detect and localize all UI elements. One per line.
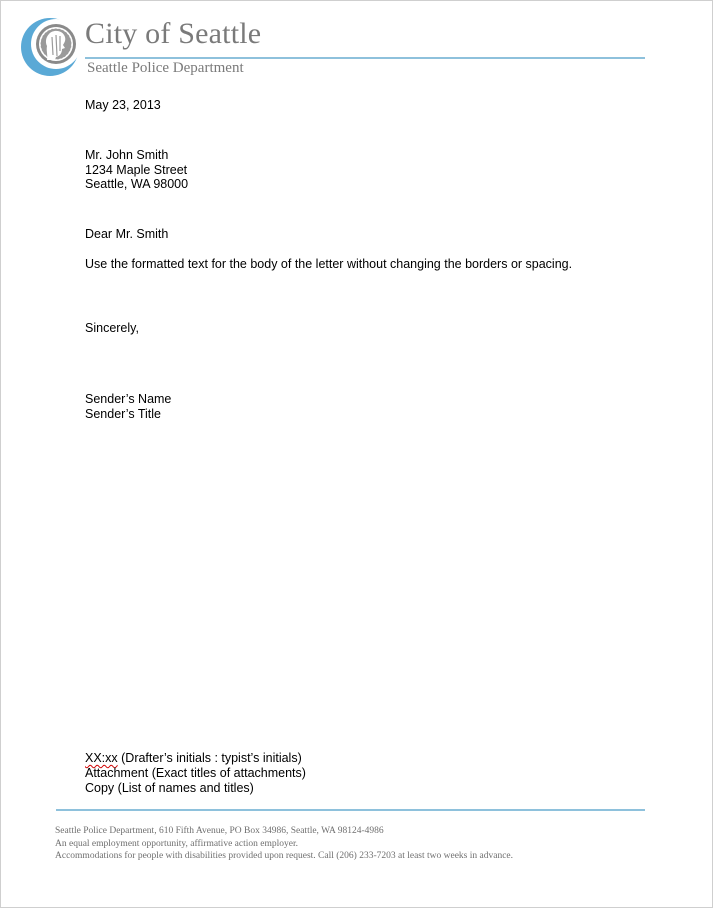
footer <box>55 825 513 863</box>
initials-code: XX:xx <box>85 751 118 765</box>
recipient-city-line: Seattle, WA 98000 <box>85 177 189 191</box>
sender-name: Sender’s Name <box>85 392 172 406</box>
closing: Sincerely, <box>85 321 139 335</box>
recipient-name: Mr. John Smith <box>85 148 169 162</box>
salutation: Dear Mr. Smith <box>85 227 169 241</box>
footer-accommodations: Accommodations for people with disabilities provided upon request. Call (206) 233-7203 at least two weeks in advance. <box>55 851 514 861</box>
header-divider <box>85 57 645 59</box>
initials-notation <box>85 751 302 766</box>
footer-eoe: An equal employment opportunity, affirmative action employer. <box>55 838 298 849</box>
copy-notation: Copy (List of names and titles) <box>85 781 254 795</box>
letter-body: Use the formatted text for the body of the letter without changing the borders or spacing. <box>85 257 573 271</box>
recipient-street: 1234 Maple Street <box>85 162 188 177</box>
attachment-notation: Attachment (Exact titles of attachments) <box>85 766 306 780</box>
footer-divider <box>56 809 645 811</box>
department-subtitle: Seattle Police Department <box>87 60 244 76</box>
initials-description: (Drafter’s initials : typist’s initials) <box>117 751 302 765</box>
letter-date: May 23, 2013 <box>85 98 161 112</box>
footer-address: Seattle Police Department, 610 Fifth Avenue, PO Box 34986, Seattle, WA 98124-4986 <box>55 826 384 836</box>
city-title: City of Seattle <box>85 17 262 50</box>
sender-title: Sender’s Title <box>85 406 161 421</box>
city-seal-icon <box>19 15 83 79</box>
